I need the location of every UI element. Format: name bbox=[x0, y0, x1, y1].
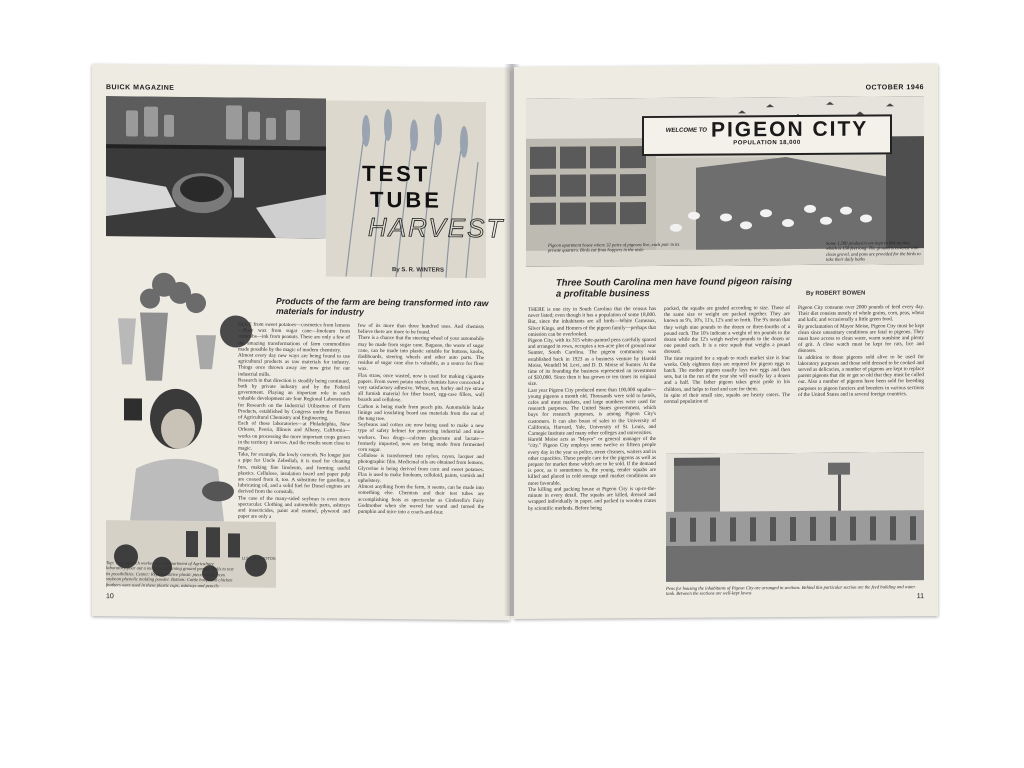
right-column-2 bbox=[664, 305, 790, 405]
page-number-left: 10 bbox=[106, 593, 114, 601]
right-column-3 bbox=[798, 304, 924, 398]
paragraph: Almost every day new ways are being found to use agricultural products as raw materials for industry. Things once thrown away are now grist for our industrial mills. bbox=[238, 352, 350, 378]
sign-welcome: WELCOME TO bbox=[665, 127, 707, 134]
paragraph: Pigeon City consume over 2000 pounds of feed every day. Their diet consists mostly of whole grains, corn, peas, wheat and kafir, and occasionally a little green food. bbox=[798, 304, 924, 324]
magazine-spread bbox=[92, 64, 938, 616]
page-number-right: 11 bbox=[916, 593, 924, 601]
paragraph: Almost anything from the farm, it seems, can be made into something else. Chemists and their test tubes are accomplishing feats as spectacular as Cinderella's Fairy Godmother when she waved her wand and turned the pumpkin and mice into a coach-and-four. bbox=[358, 484, 484, 516]
right-column-1 bbox=[528, 306, 656, 512]
photo-credit: U.S.D.A. PHOTOS bbox=[242, 555, 276, 561]
paragraph: Pigeon City, with its 315 white-painted pens carefully spaced and arranged in rows, occupies a ten-acre plot of ground near Sumter, South Carolina. The pigeon community was established back in 1923 as a business venture by Harold Moise, Wendell M. Levi, and D. D. Moise of Sumter. At the time of its founding the business represented an investment of $10,000. Since then it has grown to ten times its original size. bbox=[528, 336, 656, 388]
pigeon-pens-illustration bbox=[666, 452, 924, 582]
paragraph: There is a chance that the steering wheel of your automobile may be made from sugar cane. Bagasse, the waste of sugar cane, can be made into plastic suitable for buttons, knobs, dashboards, steering wheels and other auto parts. The residue of sugar cane also is valuable, as a source for floor wax. bbox=[358, 335, 484, 373]
paragraph: GLUE from sweet potatoes—cosmetics from lemons—floor wax from sugar cane—linoleum from corncobs—ink from peanuts. These are only a few of the amazing transformations of farm commodities made possible by the magic of modern chemistry. bbox=[238, 321, 350, 354]
paragraph: packed, the squabs are graded according to size. Those of the same size or weight are packed together. They are known as 9's, 10's, 11's, 12's and so forth. The 9's mean that they weigh nine pounds to the dozen or three-fourths of a pound each. The 10's indicate a weight of ten pounds to the dozen while the 12's weigh twelve pounds to the dozen or one pound each. It is a nice squab that weighs a pound dressed. bbox=[664, 305, 790, 356]
pigeon-city-sign bbox=[642, 114, 892, 156]
byline-left: By S. R. WINTERS bbox=[392, 267, 445, 274]
sign-population: POPULATION 18,000 bbox=[733, 139, 801, 147]
subtitle-right: Three South Carolina men have found pigeon raising a profitable business bbox=[556, 275, 792, 299]
left-column-1 bbox=[238, 322, 350, 522]
paragraph: The killing and packing house at Pigeon City is up-to-the-minute in every detail. The squabs are killed, dressed and wrapped individually in paper, and packed in wooden crates by scientific methods. Before being bbox=[528, 485, 656, 512]
paragraph: Soybeans and cotton are now being used to make a new type of safety helmet for protecting industrial and mine workers. Two drugs—calcium gluconate and lactate—formerly imported, now are being made from fermented corn sugar. bbox=[358, 422, 484, 454]
left-column-2 bbox=[358, 323, 484, 517]
paragraph: The time required for a squab to reach market size is four weeks. Only eighteen days are required for pigeon eggs to hatch. The mother pigeon usually lays two eggs and then sets, but in the run of the year she will usually lay a dozen and a half. The father pigeon takes great pride in his children, and helps to feed and care for them. bbox=[664, 354, 790, 393]
title-line-3: HARVEST bbox=[368, 211, 505, 244]
lab-photo bbox=[106, 96, 326, 238]
paragraph: THERE is one city in South Carolina that the census has never listed; even though it has a population of some 18,000. But, since the inhabitants are all birds—White Carneaux, Silver Kings, and Homers of the pigeon family—perhaps that omission can be overlooked. bbox=[528, 305, 656, 338]
paragraph: The case of the many-sided soybean is even more spectacular. Clothing and automobile parts, ashtrays and insecticides, paint and enamel, plywood and paper are only a bbox=[238, 495, 350, 521]
running-head-right: OCTOBER 1946 bbox=[865, 84, 924, 92]
paragraph: Last year Pigeon City produced more than 100,000 squabs—young pigeons a month old. Thousands were sold to hotels, cafes and meat markets, and large numbers were used for research purposes. The United States government, which buys for research purposes, is among Pigeon City's customers. It can also boast of sales to the University of California, Harvard, Yale, University of St. Louis, and Carnegie Institute and many other colleges and universities. bbox=[528, 386, 656, 437]
paragraph: In spite of their small size, squabs are hearty eaters. The normal population of bbox=[664, 391, 790, 405]
caption-bottom: Pens for housing the inhabitants of Pigeon City are arranged in sections. Behind this particular section are the feed building and water tank. Between the sections are well-kept lawns bbox=[666, 584, 916, 597]
running-head-left: BUICK MAGAZINE bbox=[106, 84, 175, 92]
caption-top-right: Some 1,200 producers are kept in this section, which is 150 feet long. The ground is covered with clean gravel, and pans are provided for the birds to take their daily baths bbox=[826, 240, 921, 263]
paragraph: Take, for example, the lowly corncob. No longer just a pipe for Uncle Zebediah, it is used for cleaning furs, making fine linoleum, and forming useful plastics. Cellulose, insulation board and paper pulp are coaxed from it, too. A substitute for gasoline, a lubricating oil, and a solid fuel for Diesel engines are derived from the cornstalk. bbox=[238, 451, 350, 496]
paragraph: Research in that direction is steadily being continued, both by private industry and by the Federal government. Playing an important role in such valuable development are four Regional Laboratories for Research on the Industrial Utilization of Farm Products, established by Congress under the Bureau of Agricultural Chemistry and Engineering. bbox=[238, 377, 350, 422]
caption-top-left: Pigeon apartment house where 32 pairs of pigeons live, each pair in its private quarters. Birds eat from hoppers in the aisle bbox=[548, 241, 680, 254]
paragraph: Carbon is being made from peach pits. Automobile brake linings and insulating board use materials from the nut of the tung tree. bbox=[358, 403, 484, 423]
title-line-1: TEST bbox=[362, 160, 431, 187]
title-line-2: TUBE bbox=[370, 186, 442, 213]
paragraph: Flax straw, once wasted, now is used for making cigarette papers. From sweet potato starch chemists have concocted a very satisfactory adhesive. Wheat, oat, barley and rye straw all furnish material for fiber board, egg-case fillers, wall boards and cellulose. bbox=[358, 372, 484, 404]
paragraph: Harold Moise acts as "Mayor" or general manager of the "city." Pigeon City employs some twelve or fifteen people every day in the year as police, street cleaners, waiters and in other capacities. These people care for the pigeons as well as prepare for market those which are to be sold. If the demand is poor, as it sometimes is, the young, tender squabs are killed and placed in cold storage until market conditions are more favorable. bbox=[528, 436, 656, 487]
left-page bbox=[92, 64, 510, 620]
paragraph: By proclamation of Mayor Moise, Pigeon City must be kept clean since unsanitary conditions are fatal to pigeons. They must have access to clean water, warm sunshine and plenty of grit. A close watch must be kept for rats, lice and diseases. bbox=[798, 322, 924, 355]
paragraph: few of its more than three hundred uses. And chemists believe there are more to be found. bbox=[358, 322, 484, 336]
subtitle-left: Products of the farm are being transformed into raw materials for industry bbox=[276, 295, 489, 317]
lab-photo-illustration bbox=[106, 96, 326, 238]
paragraph: Cellulose is transformed into nylon, rayon, lacquer and photographic film. Medicinal oils are obtained from lemons. Glycerine is being derived from corn and sweet potatoes. Flax is used to make linoleum, celluloid, paints, varnish and upholstery. bbox=[358, 453, 484, 485]
paragraph: Each of these laboratories—at Philadelphia, New Orleans, Peoria, Illinois and Albany, California—works on processing the more important crops grown in the territory it serves. And the results seem close to magic. bbox=[238, 420, 350, 452]
byline-right: By ROBERT BOWEN bbox=[806, 290, 866, 297]
caption-left: Top: Two research workers at a Department of Agriculture laboratory pour out a mixture containing ground peanut shells to test its possibilities. Center: Representative plastic pieces made from soybean phenolic molding powder. Bottom: Cattle hoofs and chicken feathers were used in these plastic cups, ashtrays and pencils bbox=[106, 560, 234, 588]
sign-title: PIGEON CITY bbox=[710, 117, 869, 142]
right-page bbox=[514, 64, 938, 619]
pigeon-pens-photo bbox=[666, 452, 924, 582]
paragraph: In addition to those pigeons sold alive to be used for laboratory purposes and those sold dressed to be cooked and served as delicacies, a number of pigeons are kept to replace parent pigeons that die or get so old that they must be culled out. Also a number of pigeons have been sold for breeding purposes to pigeon fanciers and breeders in various sections of the United States and in several foreign countries. bbox=[798, 353, 924, 398]
